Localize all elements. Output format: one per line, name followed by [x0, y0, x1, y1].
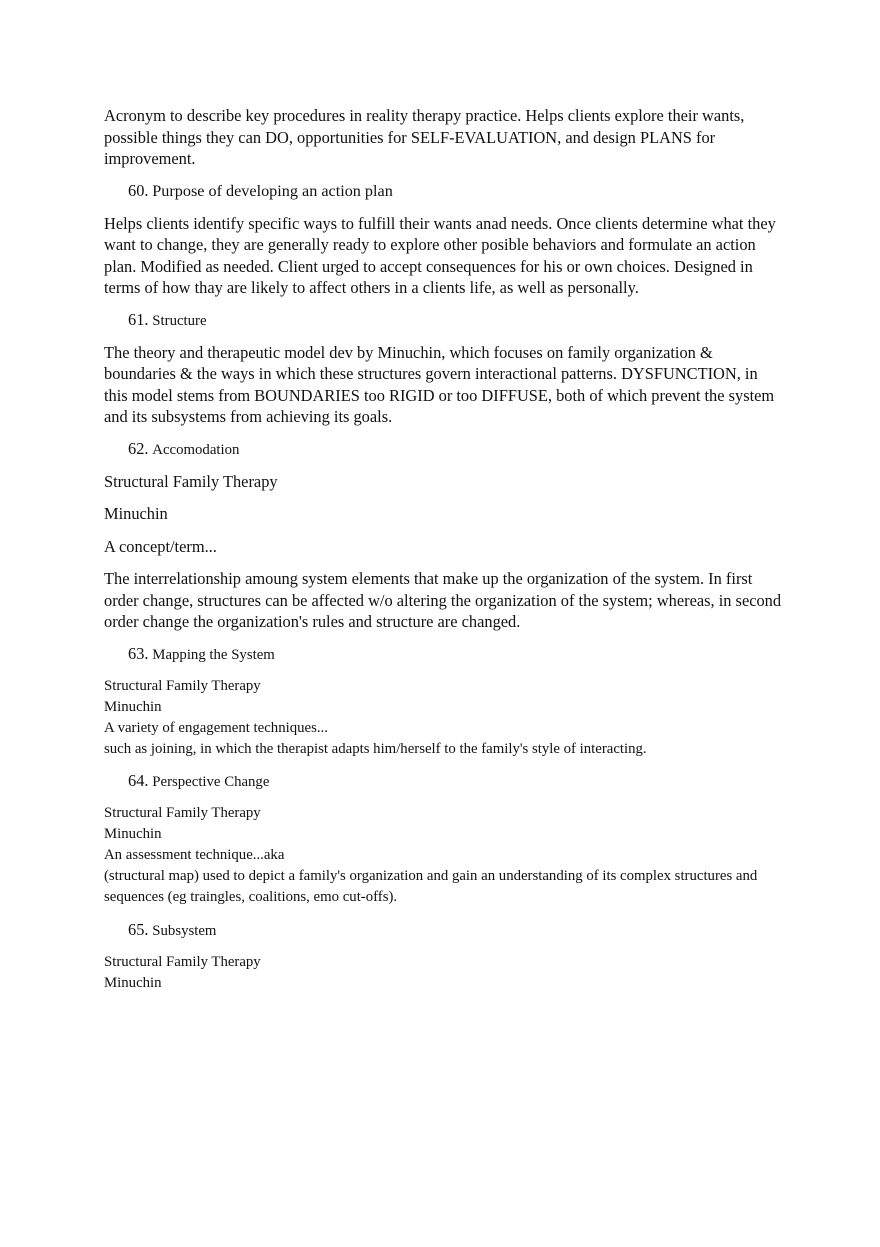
answer-65 — [104, 952, 784, 994]
answer-line: Structural Family Therapy — [104, 953, 261, 970]
question-title: Subsystem — [152, 922, 217, 939]
question-number: 62. — [128, 438, 149, 458]
question-title: Structure — [152, 312, 207, 329]
answer-60: Helps clients identify specific ways to fulfill their wants anad needs. Once clients determine what they want to change, they are generally ready to explore other posible behaviors and formulate an action plan. Modified as needed. Client urged to accept consequences for his or own choices. Designed in terms of how thay are likely to affect others in a clients life, as well as personally. — [104, 213, 776, 297]
answer-line: Minuchin — [104, 974, 162, 991]
question-number: 61. — [128, 309, 149, 329]
intro-answer: Acronym to describe key procedures in reality therapy practice. Helps clients explore their wants, possible things they can DO, opportunities for SELF-EVALUATION, and design PLANS for improvement. — [104, 106, 745, 168]
answer-62-line-2: Minuchin — [104, 504, 168, 523]
answer-62-line-1: Structural Family Therapy — [104, 471, 278, 491]
answer-line: Structural Family Therapy — [104, 804, 261, 821]
question-number: 64. — [128, 770, 149, 790]
answer-line: Minuchin — [104, 825, 162, 842]
document-page — [104, 105, 784, 1005]
question-title: Accomodation — [152, 441, 240, 458]
answer-61: The theory and therapeutic model dev by Minuchin, which focuses on family organization & boundaries & the ways in which these structures govern interactional patterns. DYSFUNCTION, in this model stems from BOUNDARIES too RIGID or too DIFFUSE, both of which prevent the system and its subsystems from achieving its goals. — [104, 342, 775, 426]
answer-63 — [104, 676, 784, 760]
answer-line: (structural map) used to depict a family's organization and gain an understanding of its complex structures and sequences (eg traingles, coalitions, emo cut-offs). — [104, 867, 758, 905]
answer-line: Structural Family Therapy — [104, 677, 261, 694]
question-title: Purpose of developing an action plan — [152, 181, 393, 200]
answer-64 — [104, 803, 784, 908]
question-number: 63. — [128, 643, 149, 663]
question-number: 65. — [128, 919, 149, 939]
answer-line: Minuchin — [104, 698, 162, 715]
question-number: 60. — [128, 180, 149, 200]
question-64 — [128, 771, 784, 792]
answer-line: An assessment technique...aka — [104, 846, 285, 863]
question-61 — [128, 310, 784, 331]
question-60 — [128, 181, 784, 202]
question-62 — [128, 439, 784, 460]
question-63 — [128, 644, 784, 665]
answer-62: The interrelationship amoung system elements that make up the organization of the system. In first order change, structures can be affected w/o altering the organization of the system; whereas, in second order change the organization's rules and structure are changed. — [104, 569, 782, 631]
question-title: Mapping the System — [152, 646, 275, 663]
answer-62-line-3: A concept/term... — [104, 536, 217, 556]
question-title: Perspective Change — [152, 773, 270, 790]
answer-line: such as joining, in which the therapist adapts him/herself to the family's style of interacting. — [104, 740, 647, 757]
answer-line: A variety of engagement techniques... — [104, 719, 328, 736]
question-65 — [128, 920, 784, 941]
